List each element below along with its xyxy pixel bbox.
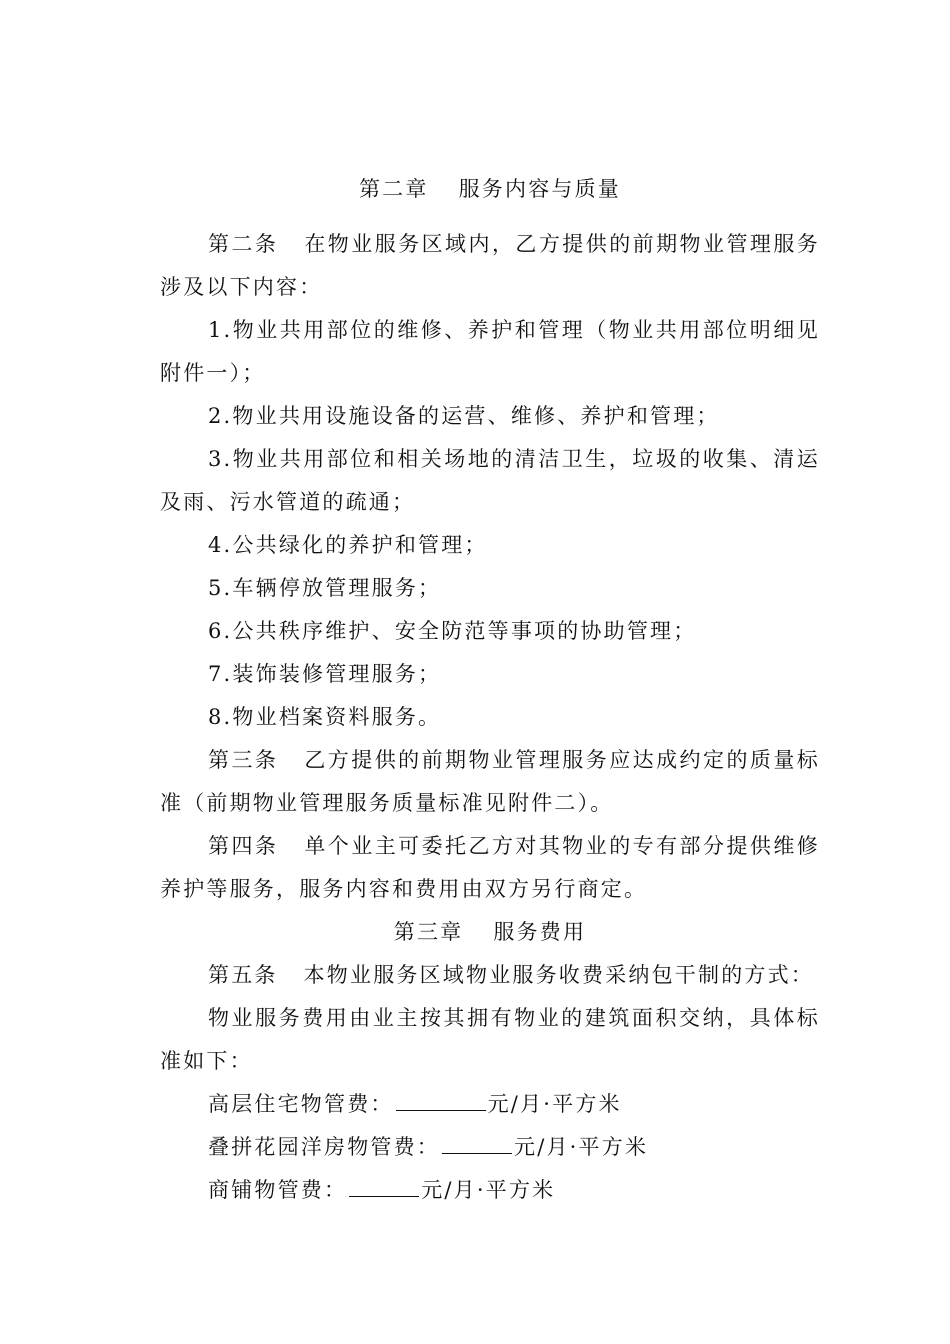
article-2-label: 第二条 [208, 232, 279, 256]
fee-label-highrise: 高层住宅物管费： [208, 1092, 394, 1116]
article-3 [160, 739, 820, 825]
fee-blank-townhouse[interactable] [442, 1133, 512, 1154]
fee-unit: 元/月·平方米 [514, 1135, 649, 1159]
fee-unit: 元/月·平方米 [421, 1178, 556, 1202]
article-2-text: 在物业服务区域内，乙方提供的前期物业管理服务涉及以下内容： [160, 232, 820, 299]
chapter-3-title: 服务费用 [493, 920, 587, 944]
document-page [160, 168, 820, 1212]
list-item: 8.物业档案资料服务。 [208, 705, 442, 729]
article-4 [160, 825, 820, 911]
fee-unit: 元/月·平方米 [487, 1092, 622, 1116]
chapter-3-number: 第三章 [393, 920, 464, 944]
list-item: 3.物业共用部位和相关场地的清洁卫生，垃圾的收集、清运及雨、污水管道的疏通； [160, 447, 820, 514]
chapter-2-title: 服务内容与质量 [458, 177, 621, 201]
article-3-text: 乙方提供的前期物业管理服务应达成约定的质量标准（前期物业管理服务质量标准见附件二）。 [160, 748, 820, 815]
article-3-label: 第三条 [208, 748, 279, 772]
list-item: 2.物业共用设施设备的运营、维修、养护和管理； [208, 404, 720, 428]
article-5-label: 第五条 [208, 963, 278, 987]
list-item: 5.车辆停放管理服务； [208, 576, 442, 600]
article-4-text: 单个业主可委托乙方对其物业的专有部分提供维修养护等服务，服务内容和费用由双方另行商定。 [160, 834, 820, 901]
list-item: 6.公共秩序维护、安全防范等事项的协助管理； [208, 619, 697, 643]
chapter-3-heading [160, 911, 820, 954]
fee-intro: 物业服务费用由业主按其拥有物业的建筑面积交纳，具体标准如下： [160, 1006, 820, 1073]
fee-label-shop: 商铺物管费： [208, 1178, 348, 1202]
article-5 [160, 954, 820, 997]
fee-line-townhouse [160, 1126, 820, 1169]
list-item: 4.公共绿化的养护和管理； [208, 533, 488, 557]
article-5-text: 本物业服务区域物业服务收费采纳包干制的方式： [303, 963, 815, 987]
article-2 [160, 223, 820, 309]
fee-label-townhouse: 叠拼花园洋房物管费： [208, 1135, 440, 1159]
article-4-label: 第四条 [208, 834, 279, 858]
list-item: 1.物业共用部位的维修、养护和管理（物业共用部位明细见附件一）； [160, 318, 820, 385]
list-item: 7.装饰装修管理服务； [208, 662, 442, 686]
fee-blank-highrise[interactable] [396, 1090, 486, 1111]
fee-line-highrise [160, 1083, 820, 1126]
chapter-2-number: 第二章 [358, 177, 429, 201]
chapter-2-heading [160, 168, 820, 211]
fee-line-shop [160, 1169, 820, 1212]
fee-blank-shop[interactable] [349, 1176, 419, 1197]
